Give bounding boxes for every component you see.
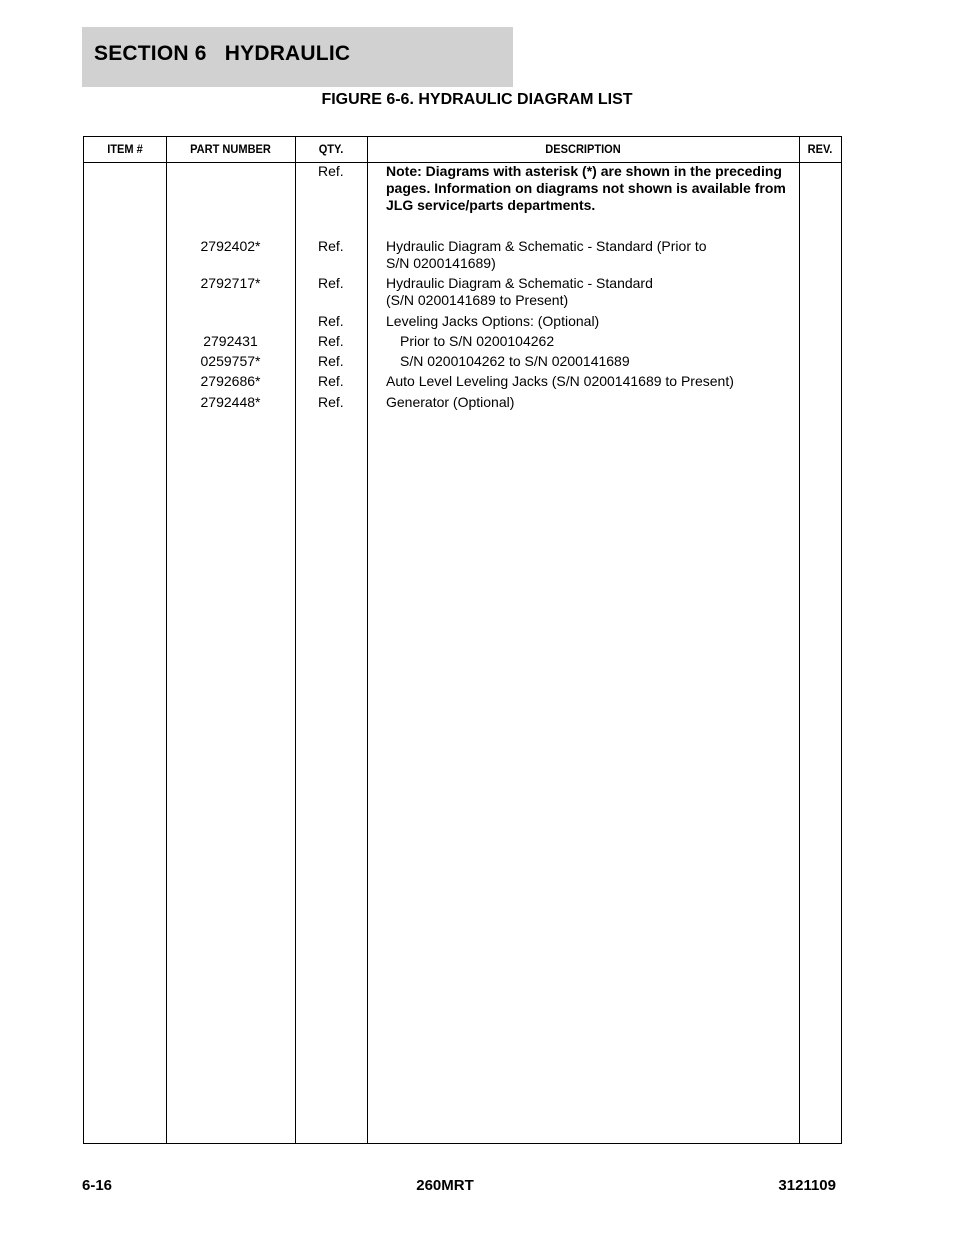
part-number-cell: 2792402* bbox=[200, 238, 261, 254]
description-cell: Prior to S/N 0200104262 bbox=[400, 333, 555, 349]
header-qty: QTY. bbox=[318, 142, 344, 156]
qty-cell: Ref. bbox=[318, 373, 344, 389]
section-title: SECTION 6 HYDRAULIC bbox=[94, 42, 351, 65]
qty-cell: Ref. bbox=[318, 275, 344, 291]
figure-title: FIGURE 6-6. HYDRAULIC DIAGRAM LIST bbox=[321, 91, 633, 108]
description-cell: Hydraulic Diagram & Schematic - Standard bbox=[386, 275, 653, 291]
description-cell: Hydraulic Diagram & Schematic - Standard (Prior to bbox=[386, 238, 707, 254]
column-divider bbox=[799, 137, 800, 1143]
qty-cell: Ref. bbox=[318, 394, 344, 410]
description-cell: Auto Level Leveling Jacks (S/N 0200141689 to Present) bbox=[386, 373, 734, 389]
header-item: ITEM # bbox=[107, 142, 143, 156]
part-number-cell: 2792448* bbox=[200, 394, 261, 410]
part-number-cell: 0259757* bbox=[200, 353, 261, 369]
qty-cell: Ref. bbox=[318, 163, 344, 179]
qty-cell: Ref. bbox=[318, 238, 344, 254]
parts-table bbox=[83, 136, 842, 1144]
model-name: 260MRT bbox=[416, 1177, 474, 1194]
part-number-cell: 2792431 bbox=[203, 333, 258, 349]
section-banner bbox=[82, 27, 513, 87]
header-rev: REV. bbox=[807, 142, 833, 156]
qty-cell: Ref. bbox=[318, 333, 344, 349]
column-divider bbox=[367, 137, 368, 1143]
part-number-cell: 2792686* bbox=[200, 373, 261, 389]
page-number: 6-16 bbox=[82, 1177, 113, 1194]
doc-number: 3121109 bbox=[778, 1177, 836, 1194]
description-cell: Leveling Jacks Options: (Optional) bbox=[386, 313, 600, 329]
column-divider bbox=[295, 137, 296, 1143]
note-text: Note: Diagrams with asterisk (*) are shown in the preceding pages. Information on diagrams not shown is available from JLG service/parts departments. bbox=[386, 163, 786, 213]
part-number-cell: 2792717* bbox=[200, 275, 261, 291]
qty-cell: Ref. bbox=[318, 313, 344, 329]
qty-cell: Ref. bbox=[318, 353, 344, 369]
header-description: DESCRIPTION bbox=[545, 142, 621, 156]
description-cell-line2: S/N 0200141689) bbox=[386, 255, 496, 271]
description-cell: S/N 0200104262 to S/N 0200141689 bbox=[400, 353, 630, 369]
header-part-number: PART NUMBER bbox=[190, 142, 271, 156]
description-cell-line2: (S/N 0200141689 to Present) bbox=[386, 292, 569, 308]
description-cell: Generator (Optional) bbox=[386, 394, 515, 410]
